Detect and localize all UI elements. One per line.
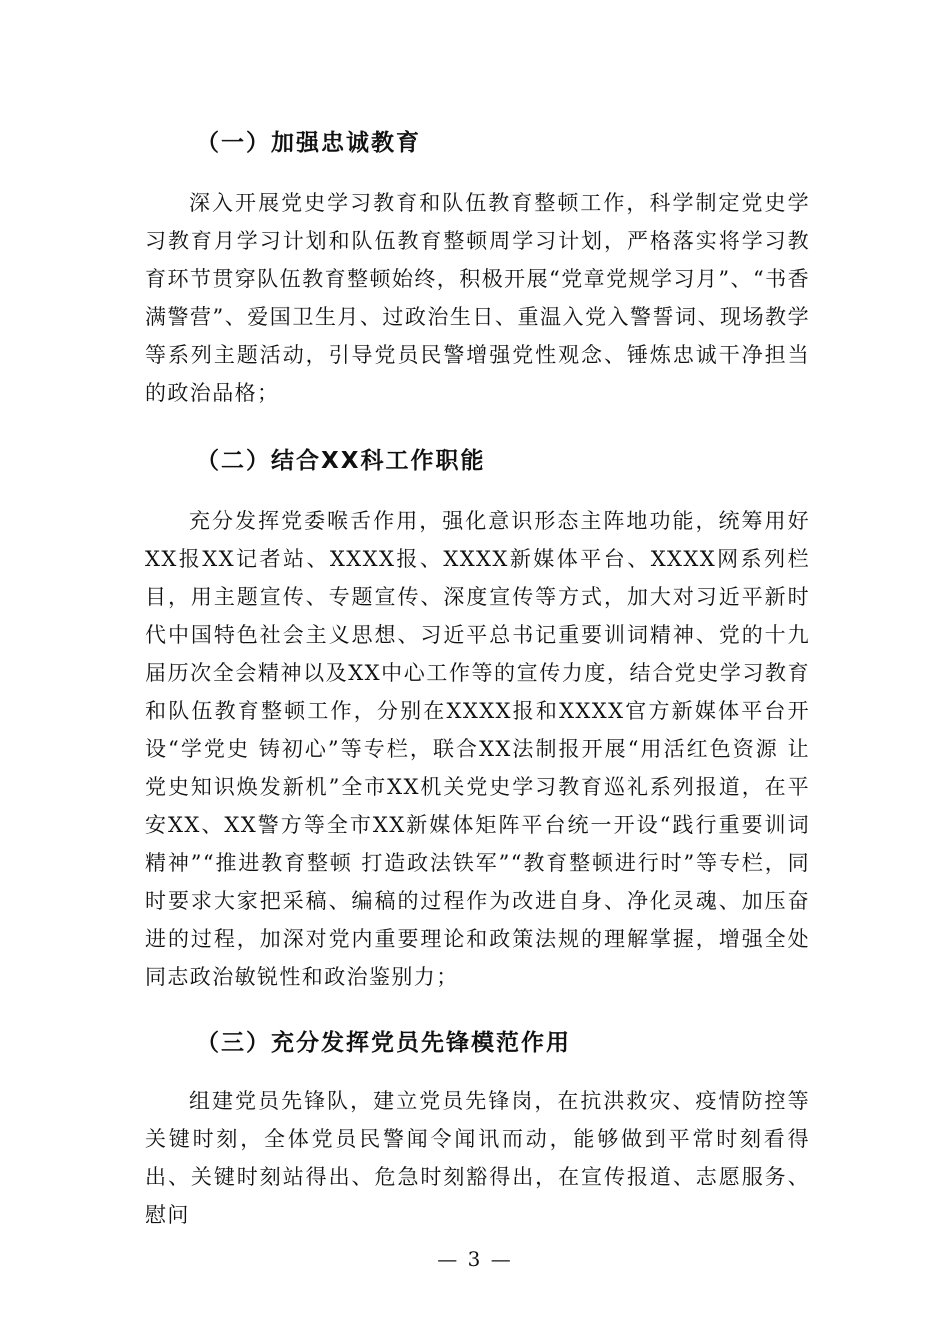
page-number: — 3 — [437,1247,513,1271]
section-paragraph-2: 充分发挥党委喉舌作用，强化意识形态主阵地功能，统筹用好XX报XX记者站、XXXX报、XXXX新媒体平台、XXXX网系列栏目，用主题宣传、专题宣传、深度宣传等方式，加大对习近平新时代中国特色社会主义思想、习近平总书记重要训词精神、党的十九届历次全会精神以及XX中心工作等的宣传力度，结合党史学习教育和队伍教育整顿工作，分别在XXXX报和XXXX官方新媒体平台开设“学党史 铸初心”等专栏，联合XX法制报开展“用活红色资源 让党史知识焕发新机”全市XX机关党史学习教育巡礼系列报道，在平安XX、XX警方等全市XX新媒体矩阵平台统一开设“践行重要训词精神”“推进教育整顿 打造政法铁军”“教育整顿进行时”等专栏，同时要求大家把采稿、编稿的过程作为改进自身、净化灵魂、加压奋进的过程，加深对党内重要理论和政策法规的理解掌握，增强全处同志政治敏锐性和政治鉴别力； [145,509,810,989]
section-paragraph-3: 组建党员先锋队，建立党员先锋岗，在抗洪救灾、疫情防控等关键时刻，全体党员民警闻令闻讯而动，能够做到平常时刻看得出、关键时刻站得出、危急时刻豁得出，在宣传报道、志愿服务、慰问 [145,1089,810,1227]
section-heading-2: （二）结合XX科工作职能 [196,448,486,474]
section-heading-3: （三）充分发挥党员先锋模范作用 [196,1030,571,1056]
section-paragraph-1: 深入开展党史学习教育和队伍教育整顿工作，科学制定党史学习教育月学习计划和队伍教育整顿周学习计划，严格落实将学习教育环节贯穿队伍教育整顿始终，积极开展“党章党规学习月”、“书香满警营”、爱国卫生月、过政治生日、重温入党入警誓词、现场教学等系列主题活动，引导党员民警增强党性观念、锤炼忠诚干净担当的政治品格； [145,191,810,405]
section-heading-1: （一）加强忠诚教育 [196,130,421,156]
